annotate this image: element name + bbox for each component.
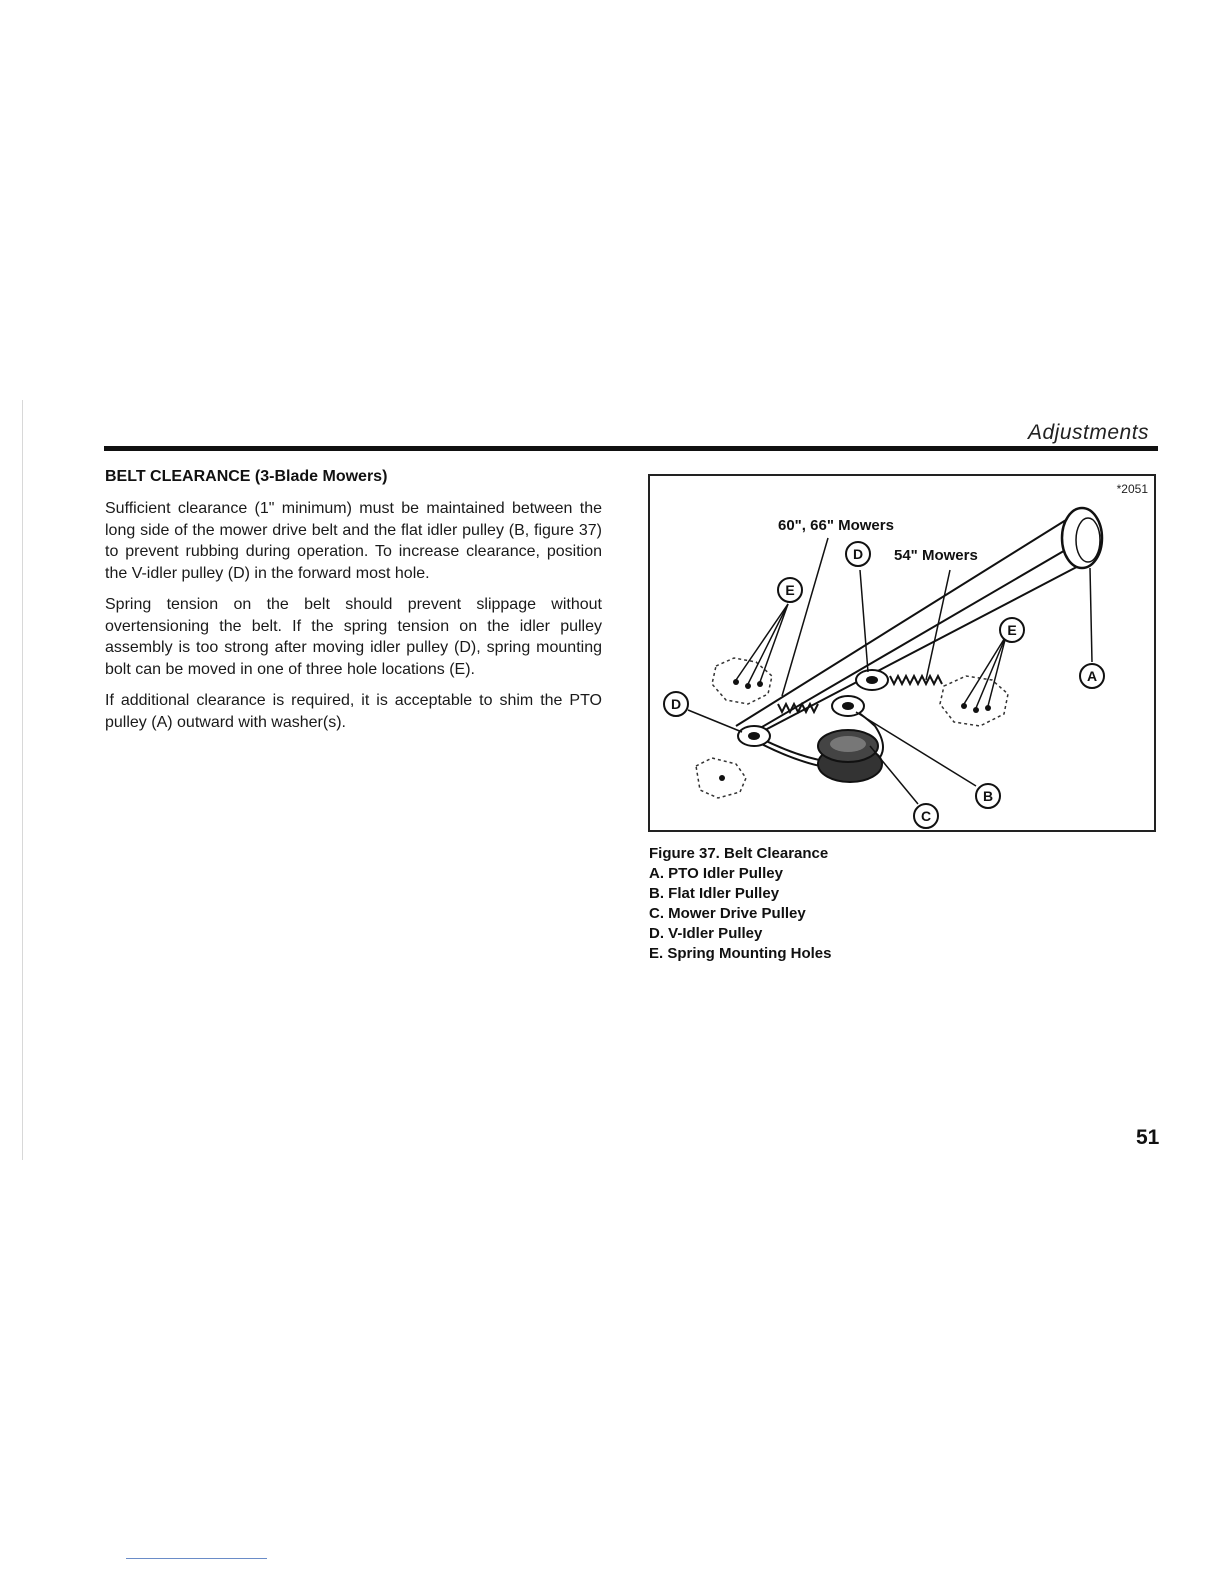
hole-plate-left (712, 658, 772, 704)
label-54-mowers: 54" Mowers (894, 547, 978, 564)
callout-a-label: A (1086, 668, 1098, 684)
hole-plate-right (940, 676, 1008, 726)
callout-e-right-label: E (1007, 622, 1017, 638)
caption-title: Figure 37. Belt Clearance (649, 845, 829, 862)
leader-54 (926, 570, 950, 680)
legend-item-c: C. Mower Drive Pulley (649, 905, 806, 922)
section-title: Adjustments (1028, 421, 1150, 444)
spring-right (890, 676, 942, 684)
legend-item-e: E. Spring Mounting Holes (649, 945, 832, 962)
leader-a (1090, 568, 1092, 662)
leader-e-right-1 (964, 636, 1006, 704)
legend-item-d: D. V-Idler Pulley (649, 925, 763, 942)
leader-d-left (688, 710, 742, 732)
callout-d-left-label: D (670, 696, 682, 712)
callout-d-top-label: D (852, 546, 864, 562)
leader-d-top (860, 570, 868, 672)
paragraph-shim: If additional clearance is required, it is acceptable to shim the PTO pulley (A) outward with washer(s). (105, 692, 602, 731)
figure-id: *2051 (1116, 482, 1148, 496)
footer-line (126, 1558, 267, 1559)
leader-e-left-1 (736, 604, 788, 680)
article-column (105, 468, 602, 743)
hole-bottom-1 (719, 775, 725, 781)
belt-mid (750, 538, 1086, 734)
article-heading: BELT CLEARANCE (3-Blade Mowers) (105, 468, 388, 485)
legend-item-a: A. PTO Idler Pulley (649, 865, 783, 882)
belt-upper (736, 510, 1082, 726)
callout-e-left-label: E (785, 582, 795, 598)
legend-list (649, 864, 1049, 964)
label-60-66-mowers: 60", 66" Mowers (778, 517, 894, 534)
paragraph-spring-tension: Spring tension on the belt should prevent slippage without overtensioning the belt. If the spring tension on the idler pulley assembly is too strong after moving idler pulley (D), spring mounting bolt can be moved in one of three hole locations (E). (105, 596, 602, 678)
callout-c-label: C (920, 808, 932, 824)
leader-c (870, 746, 918, 804)
scan-margin-mark (22, 400, 23, 1160)
paragraph-clearance: Sufficient clearance (1" minimum) must be maintained between the long side of the mower drive belt and the flat idler pulley (B, figure 37) to prevent rubbing during operation. To increase clearance, position the V-idler pulley (D) in the forward most hole. (105, 500, 602, 582)
callout-b-label: B (982, 788, 994, 804)
page-number: 51 (1136, 1126, 1160, 1149)
leader-e-left-3 (760, 604, 788, 682)
header-rule (104, 446, 1158, 451)
figure-caption (649, 844, 1049, 964)
leader-e-left-2 (748, 604, 788, 684)
belt-diagram (650, 476, 1154, 830)
figure-37-box (648, 474, 1156, 832)
legend-item-b: B. Flat Idler Pulley (649, 885, 780, 902)
